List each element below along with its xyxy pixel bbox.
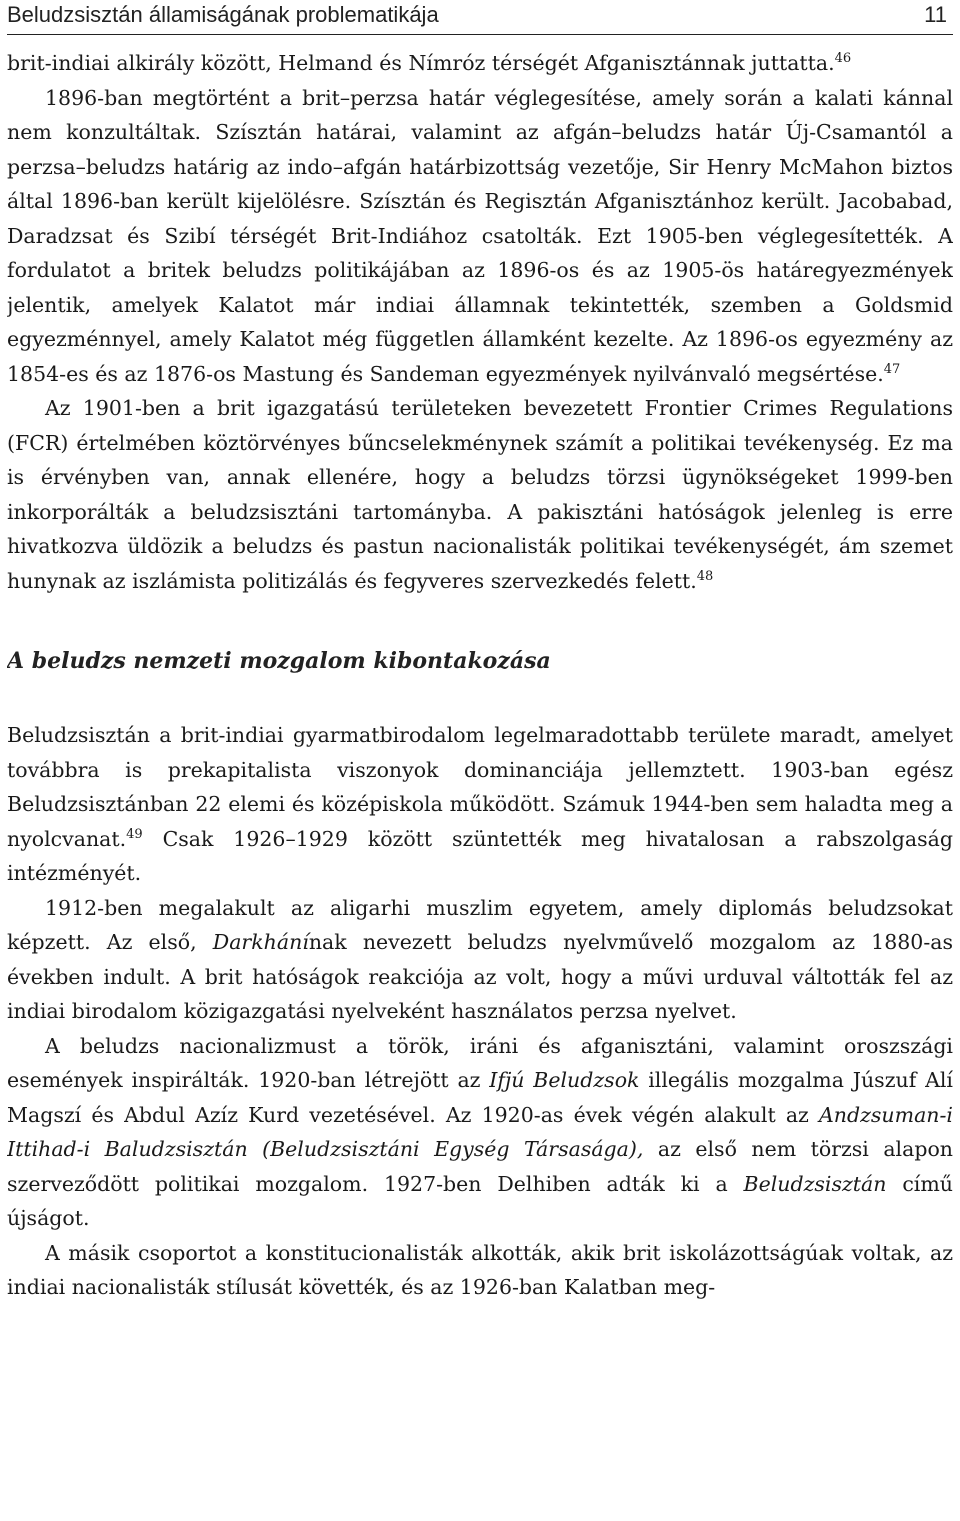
paragraphs-bottom — [7, 718, 953, 1305]
paragraphs-top — [7, 46, 953, 598]
paragraph-text: Beludzsisztán a brit-indiai gyarmatbirodalom legelmaradottabb területe maradt, amelyet továbbra is prekapitalista viszonyok dominanciája jellemztett. 1903-ban egész Beludzsisztánban 22 elemi és középiskola működött. Számuk 1944-ben sem haladta meg a nyolcvanat. — [7, 723, 953, 851]
paragraph-text: A másik csoportot a konstitucionalisták alkották, akik brit iskolázottságúak voltak, az indiai nacionalisták stílusát követték, és az 1926-ban Kalatban meg- — [7, 1240, 953, 1299]
paragraph — [7, 1236, 953, 1305]
paragraph-text: 1896-ban megtörtént a brit–perzsa határ véglegesítése, amely során a kalati kánnal nem konzultáltak. Szísztán határai, valamint az afgán–beludzs határ Új-Csamantól a perzsa–beludzs határig az indo–afgán határbizottság vezetője, Sir Henry McMahon biztos által 1896-ban került kijelölésre. Szísztán és Regisztán Afganisztánhoz került. Jacobabad, Daradzsat és Szibí térségét Brit-Indiához csatolták. Ezt 1905-ben véglegesítették. A fordulatot a britek beludzs politikájában az 1896-os és az 1905-ös határegyezmények jelentik, amelyek Kalatot már indiai államnak tekintették, szemben a Goldsmid egyezménnyel, amely Kalatot még független államként kezelte. Az 1896-os egyezmény az 1854-es és az 1876-os Mastung és Sandeman egyezmények nyilvánvaló megsértése. — [7, 85, 953, 386]
section-spacer — [7, 678, 953, 718]
footnote-marker: 48 — [696, 568, 714, 584]
paragraph-text: az első nem törzsi alapon szerveződött politikai mozgalom. 1927-ben Delhiben adták ki a — [7, 1137, 953, 1196]
running-header-title: Beludzsisztán államiságának problematikája — [7, 2, 439, 27]
italic-text: Darkhání — [212, 930, 309, 954]
footnote-marker: 46 — [834, 51, 852, 67]
paragraph — [7, 81, 953, 392]
paragraph-text: A beludzs nacionalizmust a török, iráni és afganisztáni, valamint oroszszági események inspirálták. 1920-ban létrejött az — [7, 1033, 953, 1092]
paragraph — [7, 1029, 953, 1236]
paragraph — [7, 391, 953, 598]
paragraph-text: című újságot. — [7, 1171, 953, 1230]
paragraph-text: Az 1901-ben a brit igazgatású területeken bevezetett Frontier Crimes Regulations (FCR) értelmében köztörvényes bűncselekménynek számít a politikai tevékenység. Ez ma is érvényben van, annak ellenére, hogy a beludzs törzsi ügynökségeket 1999-ben inkorporálták a beludzsisztáni tartományba. A pakisztáni hatóságok jelenleg is erre hivatkozva üldözik a beludzs és pastun nacionalisták politikai tevékenységét, ám szemet hunynak az iszlámista politizálás és fegyveres szervezkedés felett. — [7, 396, 953, 593]
running-header — [7, 0, 953, 35]
paragraph-text: illegális mozgalma Júszuf Alí Magszí és Abdul Azíz Kurd vezetésével. Az 1920-as évek végén alakult az — [7, 1068, 953, 1127]
section-title: A beludzs nemzeti mozgalom kibontakozása — [7, 648, 551, 674]
page-number: 11 — [924, 2, 947, 27]
paragraph-text: nak nevezett beludzs nyelvművelő mozgalom az 1880-as években indult. A brit hatóságok reakciója az volt, hogy a művi urduval váltották fel az indiai birodalom közigazgatási nyelveként használatos perzsa nyelvet. — [7, 930, 953, 1023]
section-spacer — [7, 598, 953, 644]
italic-text: Andzsuman-i Ittihad-i Baludzsisztán (Beludzsisztáni Egység Társasága), — [7, 1102, 953, 1161]
paragraph-text: brit-indiai alkirály között, Helmand és Nímróz térségét Afganisztánnak juttatta. — [7, 51, 835, 75]
footnote-marker: 47 — [883, 361, 901, 377]
italic-text: Ifjú Beludzsok — [489, 1068, 640, 1092]
paragraph-text: 1912-ben megalakult az aligarhi muszlim egyetem, amely diplomás beludzsokat képzett. Az első, — [7, 895, 953, 954]
paragraph — [7, 891, 953, 1029]
paragraph-text: Csak 1926–1929 között szüntették meg hivatalosan a rabszolgaság intézményét. — [7, 826, 953, 885]
paragraph — [7, 718, 953, 891]
paragraph — [7, 46, 953, 81]
document-page — [7, 0, 953, 1521]
body-text — [7, 46, 953, 1305]
italic-text: Beludzsisztán — [743, 1171, 887, 1196]
footnote-marker: 49 — [126, 826, 143, 842]
